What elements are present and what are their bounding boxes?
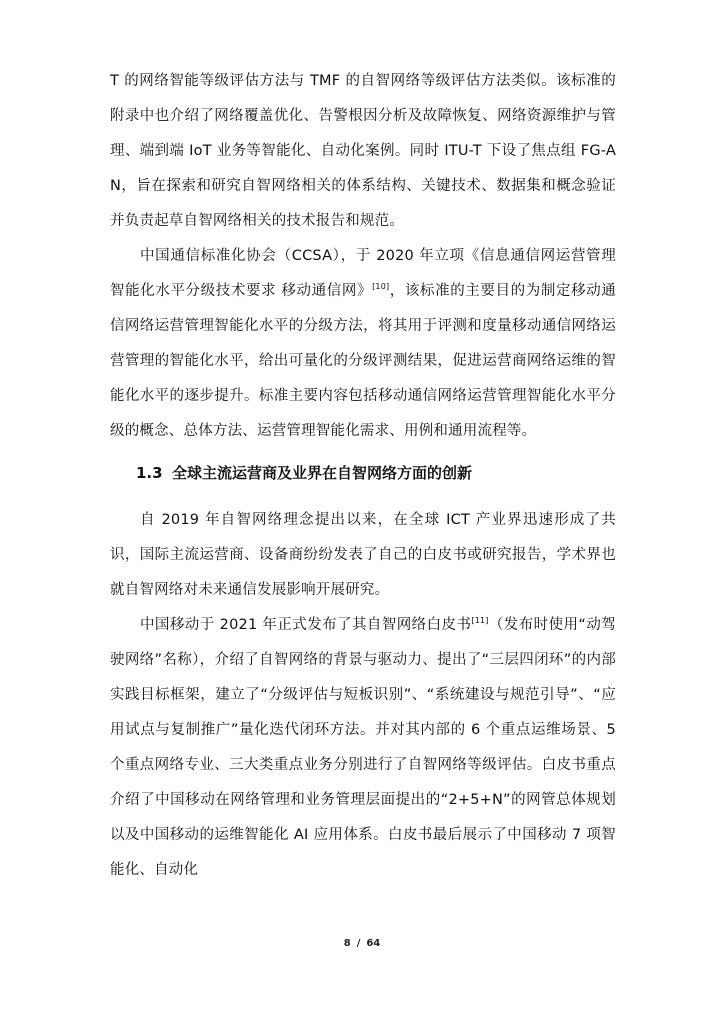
paragraph-ccsa-standard (110, 239, 616, 449)
paragraph-china-mobile (110, 608, 616, 888)
page-body (110, 64, 616, 888)
section-title: 全球主流运营商及业界在自智网络方面的创新 (172, 464, 473, 482)
citation-ref: [11] (471, 616, 489, 626)
paragraph-text: 中国移动于 2021 年正式发布了其自智网络白皮书 (140, 617, 472, 633)
paragraph-text: （发布时使用“动驾驶网络”名称），介绍了自智网络的背景与驱动力、提出了“三层四闭环”的内部实践目标框架，建立了“分级评估与短板识别”、“系统建设与规范引导”、“应用试点与复制推广”量化迭代闭环方法。并对其内部的 6 个重点运维场景、5 个重点网络专业、三大类重点业务分别进行了自智网络等级评估。白皮书重点介绍了中国移动在网络管理和业务管理层面提出的“2+5+N”的网管总体规划以及中国移动的运维智能化 AI 应用体系。白皮书最后展示了中国移动 7 项智能化、自动化 (110, 617, 617, 878)
paragraph-itu-standard: T 的网络智能等级评估方法与 TMF 的自智网络等级评估方法类似。该标准的附录中也介绍了网络覆盖优化、告警根因分析及故障恢复、网络资源维护与管理、端到端 IoT 业务等智能化、自动化案例。同时 ITU-T 下设了焦点组 FG-AN，旨在探索和研究自智网络相关的体系结构、关键技术、数据集和概念验证并负责起草自智网络相关的技术报告和规范。 (110, 73, 616, 229)
page-separator: / (356, 938, 361, 949)
section-heading (110, 459, 616, 487)
paragraph-industry-consensus: 自 2019 年自智网络理念提出以来，在全球 ICT 产业界迅速形成了共识，国际主流运营商、设备商纷纷发表了自己的白皮书或研究报告，学术界也就自智网络对未来通信发展影响开展研究。 (110, 512, 616, 598)
paragraph-text: ，该标准的主要目的为制定移动通信网络运营管理智能化水平的分级方法，将其用于评测和度量移动通信网络运营管理的智能化水平，给出可量化的分级评测结果，促进运营商网络运维的智能化水平的逐步提升。标准主要内容包括移动通信网络运营管理智能化水平分级的概念、总体方法、运营管理智能化需求、用例和通用流程等。 (110, 283, 617, 439)
paragraph-text: 中国通信标准化协会（CCSA），于 2020 年立项《信息通信网运营管理智能化水平分级技术要求 移动通信网》 (110, 248, 616, 299)
current-page-number: 8 (343, 938, 351, 949)
section-number: 1.3 (136, 464, 163, 482)
citation-ref: [10] (372, 282, 390, 292)
page-number-footer (0, 938, 724, 949)
total-page-count: 64 (366, 938, 381, 949)
